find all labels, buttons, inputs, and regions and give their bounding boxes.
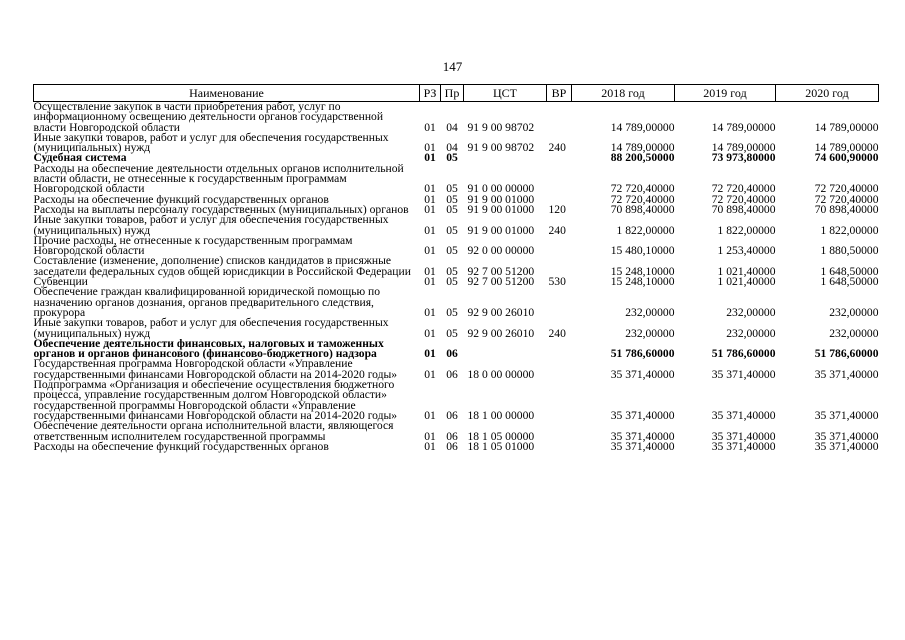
row-vr xyxy=(547,236,572,257)
row-vr xyxy=(547,164,572,195)
row-2018-amount: 88 200,50000 xyxy=(610,151,675,165)
row-pr: 05 xyxy=(446,151,458,165)
row-2018-amount: 35 371,40000 xyxy=(610,439,675,453)
row-2018-amount: 35 371,40000 xyxy=(610,367,675,381)
row-pr: 06 xyxy=(446,347,458,361)
table-row xyxy=(34,215,879,236)
row-cst: 91 9 00 01000 xyxy=(467,192,535,206)
row-rz: 01 xyxy=(424,120,436,134)
row-vr xyxy=(547,102,572,133)
row-cst: 91 9 00 98702 xyxy=(467,120,535,134)
row-cst: 92 9 00 26010 xyxy=(467,326,535,340)
row-name: Судебная система xyxy=(33,151,127,165)
header-cst: ЦСТ xyxy=(464,85,547,102)
row-pr: 05 xyxy=(446,275,458,289)
row-cst: 92 7 00 51200 xyxy=(467,275,535,289)
row-pr: 05 xyxy=(446,326,458,340)
row-name: Составление (изменение, дополнение) списков кандидатов в присяжные заседатели федеральных судов общей юрисдикции в Российской Федерации xyxy=(33,254,411,278)
row-rz: 01 xyxy=(424,264,436,278)
row-cst: 91 9 00 98702 xyxy=(467,141,535,155)
row-vr: 120 xyxy=(548,202,566,216)
table-row xyxy=(34,102,879,133)
row-2019-amount: 35 371,40000 xyxy=(711,439,776,453)
row-rz: 01 xyxy=(424,223,436,237)
row-2019-amount: 35 371,40000 xyxy=(711,408,776,422)
row-pr: 06 xyxy=(446,439,458,453)
table-row xyxy=(34,236,879,257)
row-vr: 240 xyxy=(548,223,566,237)
row-rz: 01 xyxy=(424,367,436,381)
row-2018-amount: 14 789,00000 xyxy=(610,120,675,134)
row-2018-amount: 1 822,00000 xyxy=(616,223,675,237)
table-header-row xyxy=(34,85,879,102)
table-row xyxy=(34,339,879,360)
row-cst: 92 7 00 51200 xyxy=(467,264,535,278)
row-2018-amount: 35 371,40000 xyxy=(610,429,675,443)
row-rz: 01 xyxy=(424,141,436,155)
table-row xyxy=(34,380,879,421)
row-cst: 91 9 00 01000 xyxy=(467,223,535,237)
row-2018-amount: 15 248,10000 xyxy=(610,275,675,289)
table-row xyxy=(34,318,879,339)
row-cst: 91 9 00 01000 xyxy=(467,202,535,216)
row-cst: 92 9 00 26010 xyxy=(467,305,535,319)
row-cst: 18 0 00 00000 xyxy=(467,367,535,381)
header-2019: 2019 год xyxy=(675,85,776,102)
row-vr: 240 xyxy=(548,141,566,155)
row-2018-amount: 232,00000 xyxy=(625,305,675,319)
row-2020-amount: 1 648,50000 xyxy=(820,275,879,289)
row-2019-amount: 14 789,00000 xyxy=(711,120,776,134)
row-2019-amount: 51 786,60000 xyxy=(711,347,776,361)
table-row xyxy=(34,287,879,318)
row-pr: 05 xyxy=(446,182,458,196)
row-rz: 01 xyxy=(424,347,436,361)
row-name: Осуществление закупок в части приобретения работ, услуг по информационному освещению деятельности органов государственной власти Новгородской области xyxy=(33,100,384,134)
row-name: Обеспечение деятельности органа исполнительной власти, являющегося ответственным исполнителем государственной программы xyxy=(33,419,394,443)
row-2019-amount: 1 253,40000 xyxy=(717,244,776,258)
row-2020-amount: 51 786,60000 xyxy=(814,347,879,361)
row-cst xyxy=(464,339,547,360)
row-2018-amount: 70 898,40000 xyxy=(610,202,675,216)
row-cst: 18 1 05 00000 xyxy=(467,429,535,443)
row-2020-amount: 1 822,00000 xyxy=(820,223,879,237)
row-pr: 06 xyxy=(446,367,458,381)
row-name: Прочие расходы, не отнесенные к государственным программам Новгородской области xyxy=(33,233,353,258)
table-body xyxy=(34,102,879,453)
row-2020-amount: 14 789,00000 xyxy=(814,141,879,155)
row-2018-amount: 14 789,00000 xyxy=(610,141,675,155)
row-vr xyxy=(547,359,572,380)
row-2020-amount: 70 898,40000 xyxy=(814,202,879,216)
row-name: Иные закупки товаров, работ и услуг для обеспечения государственных (муниципальных) нужд xyxy=(33,130,389,155)
table-row xyxy=(34,133,879,154)
row-name: Субвенции xyxy=(33,275,88,289)
header-vr: ВР xyxy=(547,85,572,102)
row-vr xyxy=(547,256,572,277)
row-2020-amount: 35 371,40000 xyxy=(814,439,879,453)
row-2019-amount: 72 720,40000 xyxy=(711,192,776,206)
row-2019-amount: 232,00000 xyxy=(726,326,776,340)
table-row xyxy=(34,442,879,452)
row-2020-amount: 35 371,40000 xyxy=(814,429,879,443)
row-pr: 04 xyxy=(446,120,458,134)
row-name: Расходы на выплаты персоналу государственных (муниципальных) органов xyxy=(33,202,409,216)
table-row xyxy=(34,359,879,380)
row-vr xyxy=(547,421,572,442)
row-pr: 05 xyxy=(446,223,458,237)
row-vr: 530 xyxy=(548,275,566,289)
row-vr xyxy=(547,153,572,163)
page-number: 147 xyxy=(442,59,463,74)
row-pr: 05 xyxy=(446,192,458,206)
row-2018-amount: 35 371,40000 xyxy=(610,408,675,422)
header-rz: РЗ xyxy=(420,85,441,102)
row-rz: 01 xyxy=(424,439,436,453)
header-2018: 2018 год xyxy=(572,85,675,102)
row-2018-amount: 72 720,40000 xyxy=(610,182,675,196)
row-vr xyxy=(547,380,572,421)
row-2020-amount: 35 371,40000 xyxy=(814,367,879,381)
row-pr: 04 xyxy=(446,141,458,155)
row-name: Иные закупки товаров, работ и услуг для обеспечения государственных (муниципальных) нужд xyxy=(33,213,389,237)
row-rz: 01 xyxy=(424,202,436,216)
row-2019-amount: 232,00000 xyxy=(726,305,776,319)
row-2018-amount: 15 248,10000 xyxy=(610,264,675,278)
row-2019-amount: 73 973,80000 xyxy=(711,151,776,165)
header-name: Наименование xyxy=(34,85,420,102)
row-name: Иные закупки товаров, работ и услуг для обеспечения государственных (муниципальных) нужд xyxy=(33,316,389,340)
row-rz: 01 xyxy=(424,326,436,340)
row-2020-amount: 232,00000 xyxy=(829,326,879,340)
row-2018-amount: 51 786,60000 xyxy=(610,347,675,361)
row-cst: 18 1 00 00000 xyxy=(467,408,535,422)
row-vr: 240 xyxy=(548,326,566,340)
row-rz: 01 xyxy=(424,244,436,258)
row-pr: 05 xyxy=(446,305,458,319)
row-cst: 91 0 00 00000 xyxy=(467,182,535,196)
row-2019-amount: 35 371,40000 xyxy=(711,367,776,381)
row-rz: 01 xyxy=(424,192,436,206)
row-2020-amount: 232,00000 xyxy=(829,305,879,319)
row-2020-amount: 1 648,50000 xyxy=(820,264,879,278)
budget-table xyxy=(33,84,879,452)
row-2020-amount: 72 720,40000 xyxy=(814,182,879,196)
row-name: Государственная программа Новгородской области «Управление государственными финансами Новгородской области на 2014-2020 годы» xyxy=(33,357,398,381)
row-cst xyxy=(464,153,547,163)
row-pr: 05 xyxy=(446,264,458,278)
row-2020-amount: 72 720,40000 xyxy=(814,192,879,206)
row-name: Расходы на обеспечение функций государственных органов xyxy=(33,192,329,206)
row-2020-amount: 74 600,90000 xyxy=(814,151,879,165)
row-name: Расходы на обеспечение деятельности отдельных органов исполнительной власти области, не отнесенные к государственным программам Новгородской области xyxy=(33,161,404,196)
row-2020-amount: 1 880,50000 xyxy=(820,244,879,258)
row-2018-amount: 15 480,10000 xyxy=(610,244,675,258)
row-rz: 01 xyxy=(424,275,436,289)
row-2019-amount: 1 021,40000 xyxy=(717,275,776,289)
row-pr: 05 xyxy=(446,202,458,216)
row-2019-amount: 35 371,40000 xyxy=(711,429,776,443)
row-pr: 05 xyxy=(446,244,458,258)
row-2019-amount: 70 898,40000 xyxy=(711,202,776,216)
row-2019-amount: 1 822,00000 xyxy=(717,223,776,237)
table-row xyxy=(34,164,879,195)
row-2020-amount: 14 789,00000 xyxy=(814,120,879,134)
row-rz: 01 xyxy=(424,429,436,443)
header-2020: 2020 год xyxy=(776,85,879,102)
row-pr: 06 xyxy=(446,429,458,443)
header-pr: Пр xyxy=(441,85,464,102)
row-2019-amount: 14 789,00000 xyxy=(711,141,776,155)
row-rz: 01 xyxy=(424,151,436,165)
row-vr xyxy=(547,287,572,318)
row-name: Обеспечение деятельности финансовых, налоговых и таможенных органов и органов финансового (финансово-бюджетного) надзора xyxy=(33,336,384,361)
row-pr: 06 xyxy=(446,408,458,422)
row-2018-amount: 232,00000 xyxy=(625,326,675,340)
row-2019-amount: 72 720,40000 xyxy=(711,182,776,196)
table-row xyxy=(34,421,879,442)
row-2018-amount: 72 720,40000 xyxy=(610,192,675,206)
row-vr xyxy=(547,339,572,360)
row-rz: 01 xyxy=(424,408,436,422)
row-name: Расходы на обеспечение функций государственных органов xyxy=(33,439,329,453)
row-2019-amount: 1 021,40000 xyxy=(717,264,776,278)
row-vr xyxy=(547,442,572,452)
row-rz: 01 xyxy=(424,182,436,196)
table-row xyxy=(34,256,879,277)
row-cst: 92 0 00 00000 xyxy=(467,244,535,258)
row-2020-amount: 35 371,40000 xyxy=(814,408,879,422)
row-name: Подпрограмма «Организация и обеспечение осуществления бюджетного процесса, управление государственным долгом Новгородской области» государственной программы Новгородской области «Управление государственными финансами Новгородской области на 2014-2020 годы» xyxy=(33,378,398,422)
row-rz: 01 xyxy=(424,305,436,319)
row-name: Обеспечение граждан квалифицированной юридической помощью по назначению органов дознания, органов предварительного следствия, прокурора xyxy=(33,285,381,319)
row-cst: 18 1 05 01000 xyxy=(467,439,535,453)
